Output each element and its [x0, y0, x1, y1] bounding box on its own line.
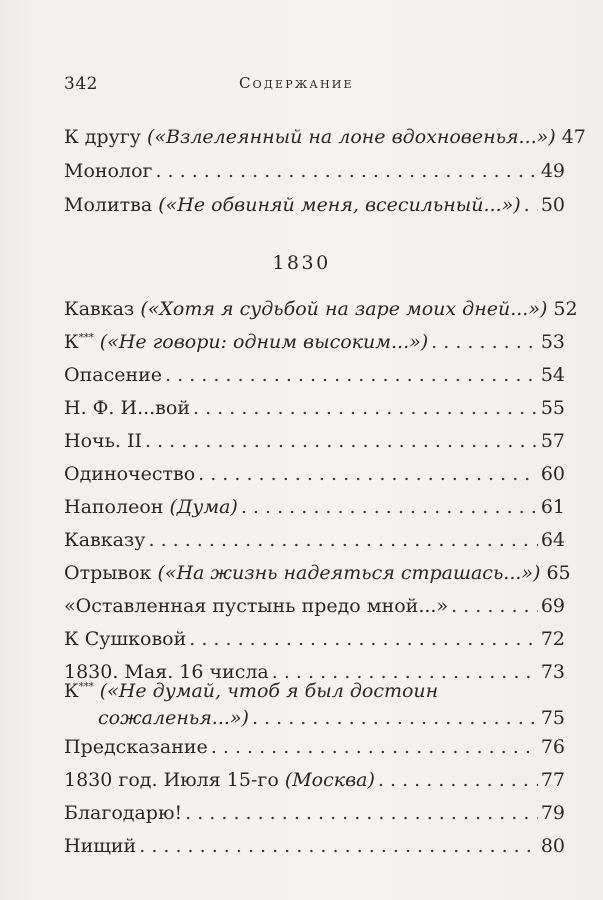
- entry-title: Монолог: [64, 160, 153, 182]
- entry-page: 77: [540, 769, 565, 791]
- entry-page: 52: [553, 298, 578, 320]
- running-title: Содержание: [239, 74, 354, 92]
- entry-subtitle: (Дума): [169, 496, 238, 518]
- entry-page: 73: [540, 661, 565, 683]
- page-header: [64, 74, 564, 98]
- toc-entry[interactable]: [64, 397, 565, 423]
- section-year-heading: 1830: [272, 252, 331, 274]
- entry-page: 75: [540, 707, 565, 729]
- entry-title: Одиночество: [64, 463, 196, 485]
- toc-entry[interactable]: [64, 463, 565, 489]
- entry-title: Кавказ: [64, 298, 135, 320]
- leader-dots: [378, 769, 538, 791]
- entry-title: К Сушковой: [64, 628, 187, 650]
- leader-dots: [252, 707, 538, 729]
- entry-page: 47: [561, 126, 586, 148]
- entry-title: Опасение: [64, 364, 163, 386]
- toc-entry[interactable]: [64, 769, 565, 795]
- entry-page: 80: [540, 835, 565, 857]
- entry-title: Наполеон: [64, 496, 164, 518]
- entry-title: Кавказу: [64, 529, 146, 551]
- entry-title: К: [64, 680, 79, 702]
- entry-page: 57: [540, 430, 565, 452]
- entry-asterisks: ***: [78, 681, 94, 693]
- page-number: 342: [64, 74, 98, 94]
- toc-entry[interactable]: [64, 194, 565, 220]
- entry-page: 65: [546, 562, 571, 584]
- toc-entry[interactable]: [64, 496, 565, 522]
- toc-entry[interactable]: [64, 529, 565, 555]
- toc-entry[interactable]: [64, 835, 565, 861]
- entry-asterisks: ***: [78, 332, 94, 344]
- leader-dots: [211, 736, 538, 758]
- entry-subtitle: («Хотя я судьбой на заре моих дней...»): [140, 298, 548, 320]
- leader-dots: [451, 595, 538, 617]
- entry-title: Благодарю!: [64, 802, 183, 824]
- leader-dots: [185, 802, 538, 824]
- entry-title: К другу: [64, 126, 141, 148]
- toc-entry[interactable]: [64, 364, 565, 390]
- entry-page: 54: [540, 364, 565, 386]
- leader-dots: [139, 835, 538, 857]
- entry-page: 55: [540, 397, 565, 419]
- entry-subtitle: («Не говори: одним высоким...»): [99, 331, 429, 353]
- leader-dots: [148, 529, 537, 551]
- toc-entry-two-line[interactable]: [64, 680, 565, 729]
- entry-subtitle: («На жизнь надеяться страшась...»): [157, 562, 541, 584]
- entry-page: 64: [540, 529, 565, 551]
- toc-entry[interactable]: [64, 628, 565, 654]
- leader-dots: [155, 160, 537, 182]
- toc-entry[interactable]: [64, 562, 571, 588]
- entry-page: 49: [540, 160, 565, 182]
- entry-page: 76: [540, 736, 565, 758]
- entry-title: К: [64, 331, 79, 353]
- toc-entry[interactable]: [64, 126, 586, 152]
- toc-entry[interactable]: [64, 595, 565, 621]
- entry-page: 79: [540, 802, 565, 824]
- entry-title: «Оставленная пустынь предо мной...»: [64, 595, 449, 617]
- toc-entry[interactable]: [64, 331, 565, 357]
- entry-page: 60: [540, 463, 565, 485]
- entry-page: 53: [540, 331, 565, 353]
- entry-page: 50: [540, 194, 565, 216]
- leader-dots: [198, 463, 538, 485]
- toc-entry[interactable]: [64, 430, 565, 456]
- entry-title: 1830 год. Июля 15-го: [64, 769, 279, 791]
- entry-title: Нищий: [64, 835, 137, 857]
- leader-dots: [193, 397, 538, 419]
- leader-dots: [189, 628, 538, 650]
- entry-title: Н. Ф. И...вой: [64, 397, 190, 419]
- leader-dots: [431, 331, 538, 353]
- leader-dots: [241, 496, 538, 518]
- entry-page: 69: [540, 595, 565, 617]
- toc-entry[interactable]: [64, 736, 565, 762]
- entry-subtitle-line2: сожаленья...»): [98, 707, 249, 729]
- entry-title: Ночь. II: [64, 430, 143, 452]
- entry-page: 72: [540, 628, 565, 650]
- entry-page: 61: [540, 496, 565, 518]
- entry-title: Предсказание: [64, 736, 208, 758]
- entry-subtitle-line1: («Не думай, чтоб я был достоин: [99, 680, 439, 702]
- toc-entry[interactable]: [64, 802, 565, 828]
- entry-title: Молитва: [64, 194, 153, 216]
- entry-title: Отрывок: [64, 562, 152, 584]
- toc-entry[interactable]: [64, 160, 565, 186]
- toc-entry[interactable]: [64, 298, 578, 324]
- entry-subtitle: (Москва): [284, 769, 375, 791]
- entry-subtitle: («Взлелеянный на лоне вдохновенья...»): [146, 126, 556, 148]
- leader-dots: [524, 194, 538, 216]
- leader-dots: [145, 430, 538, 452]
- leader-dots: [165, 364, 538, 386]
- entry-subtitle: («Не обвиняй меня, всесильный...»): [158, 194, 521, 216]
- entry-title: 1830. Мая. 16 числа: [64, 661, 269, 683]
